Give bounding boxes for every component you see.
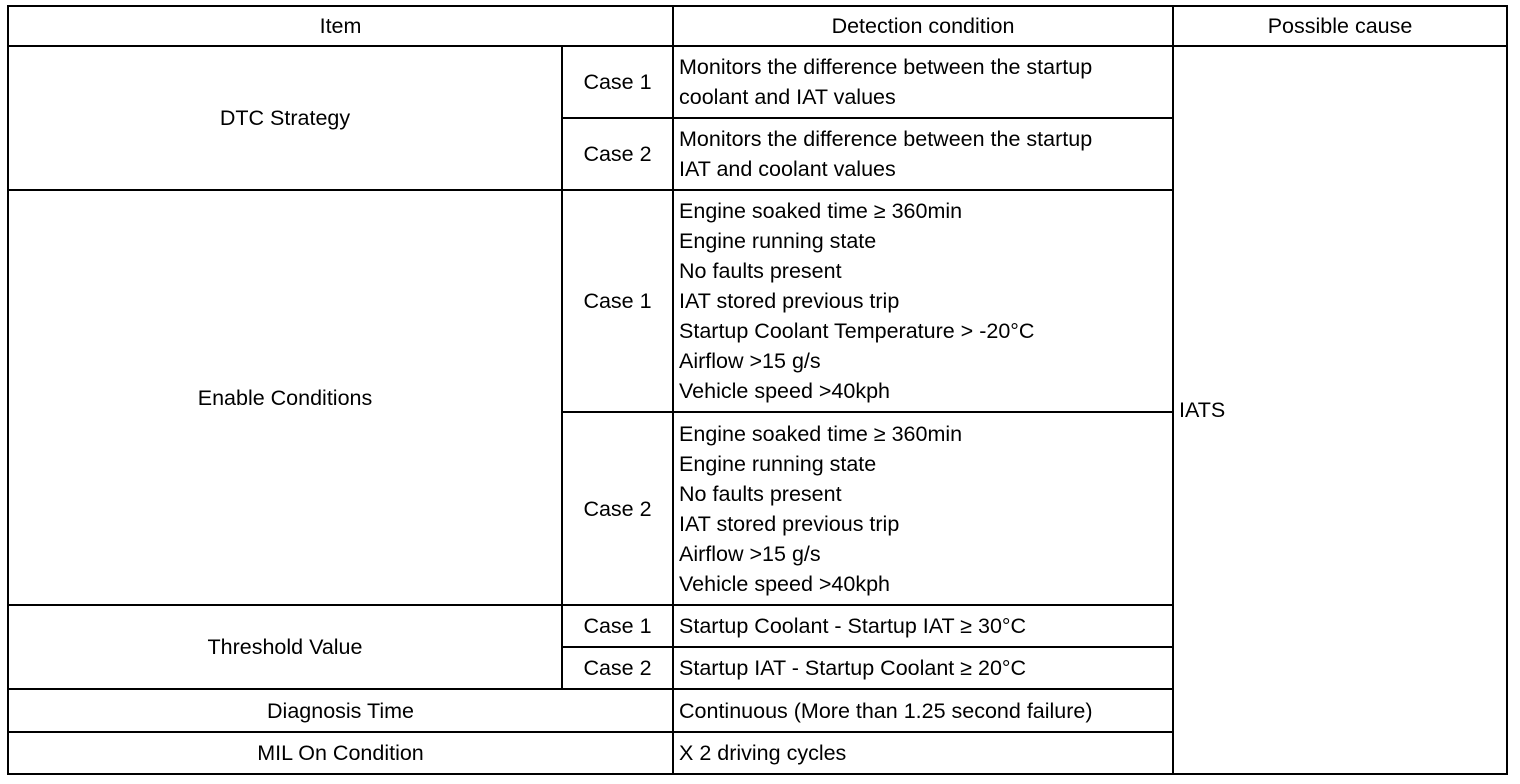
condition-line: No faults present (679, 259, 842, 283)
enable-conditions-case1-label: Case 1 (562, 190, 673, 412)
enable-conditions-case1-detection (673, 190, 1173, 412)
condition-line: IAT stored previous trip (679, 289, 900, 313)
diagnostic-spec-table (7, 5, 1508, 775)
header-possible-cause: Possible cause (1173, 6, 1507, 46)
threshold-case1-label: Case 1 (562, 605, 673, 647)
condition-line: Startup Coolant Temperature > -20°C (679, 319, 1035, 343)
dtc-strategy-case1-label: Case 1 (562, 46, 673, 118)
mil-on-condition-label: MIL On Condition (8, 732, 673, 774)
condition-line: Airflow >15 g/s (679, 541, 821, 566)
condition-line: Vehicle speed >40kph (679, 379, 891, 403)
condition-line: Engine running state (679, 229, 877, 253)
condition-line: IAT stored previous trip (679, 511, 900, 536)
condition-line: Engine soaked time ≥ 360min (679, 421, 963, 446)
condition-line: coolant and IAT values (679, 85, 896, 109)
condition-line: Monitors the difference between the startup (679, 55, 1093, 79)
condition-line: Engine soaked time ≥ 360min (679, 199, 963, 223)
table-row (8, 46, 1507, 118)
possible-cause-value: IATS (1173, 46, 1507, 774)
threshold-value-label: Threshold Value (8, 605, 562, 689)
mil-on-condition-detection: X 2 driving cycles (673, 732, 1173, 774)
threshold-case2-label: Case 2 (562, 647, 673, 689)
diagnosis-time-detection: Continuous (More than 1.25 second failure) (673, 689, 1173, 732)
header-item: Item (8, 6, 673, 46)
diagnosis-time-label: Diagnosis Time (8, 689, 673, 732)
dtc-strategy-case2-detection (673, 118, 1173, 190)
condition-line: Engine running state (679, 451, 877, 476)
dtc-strategy-case2-label: Case 2 (562, 118, 673, 190)
condition-line: Vehicle speed >40kph (679, 571, 891, 596)
threshold-case2-detection: Startup IAT - Startup Coolant ≥ 20°C (673, 647, 1173, 689)
dtc-strategy-case1-detection (673, 46, 1173, 118)
enable-conditions-label: Enable Conditions (8, 190, 562, 605)
enable-conditions-case2-label: Case 2 (562, 412, 673, 605)
condition-line: No faults present (679, 481, 842, 506)
dtc-strategy-label: DTC Strategy (8, 46, 562, 190)
enable-conditions-case2-detection (673, 412, 1173, 605)
condition-line: IAT and coolant values (679, 157, 896, 181)
condition-line: Airflow >15 g/s (679, 349, 821, 373)
threshold-case1-detection: Startup Coolant - Startup IAT ≥ 30°C (673, 605, 1173, 647)
condition-line: Monitors the difference between the startup (679, 127, 1093, 151)
header-row (8, 6, 1507, 46)
header-detection-condition: Detection condition (673, 6, 1173, 46)
